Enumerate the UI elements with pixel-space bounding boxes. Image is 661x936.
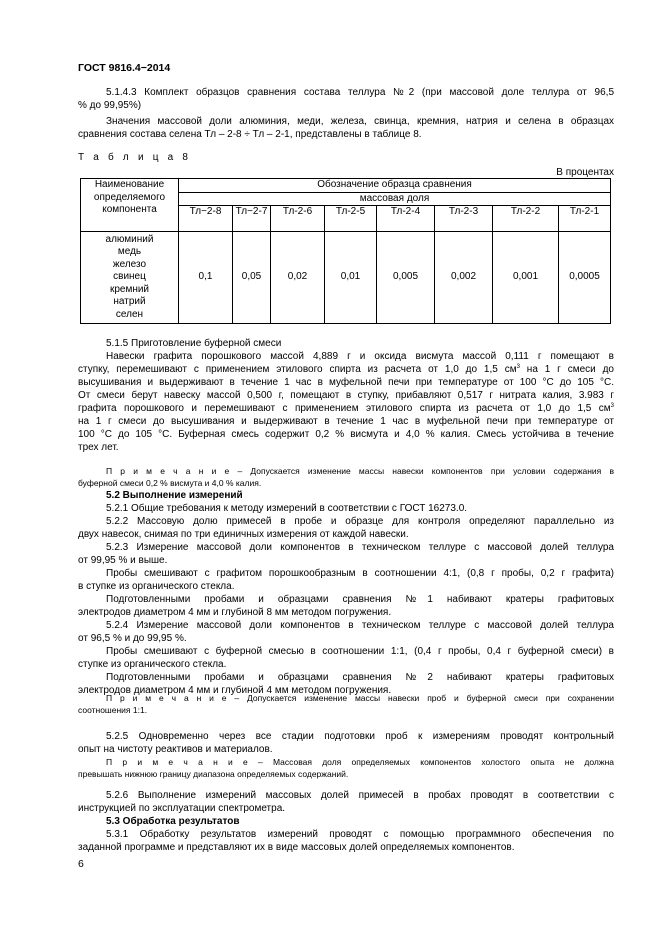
value-cell: 0,02 bbox=[271, 232, 325, 324]
table-unit: В процентах bbox=[556, 167, 614, 178]
note-buffer-mixture bbox=[78, 465, 614, 489]
text-line: опыт на чистоту реактивов и материалов. bbox=[78, 744, 273, 755]
page-number: 6 bbox=[78, 858, 84, 870]
section-5-2 bbox=[78, 489, 614, 697]
text-line: 5.1.4.3 Комплект образцов сравнения состава теллура №2 (при массовой доле теллура от 96,5 bbox=[106, 87, 614, 98]
component-name: железо bbox=[112, 258, 147, 270]
header-sample-designation: Обозначение образца сравнения bbox=[179, 179, 611, 193]
text-line: % до 99,95%) bbox=[78, 100, 142, 111]
text-line: заданной программе и представляют их в виде массовых долей определяемых компонентов. bbox=[78, 842, 515, 853]
text-line: в ступке из органического стекла. bbox=[78, 581, 235, 592]
value-cell: 0,1 bbox=[179, 232, 233, 324]
section-5-3 bbox=[78, 815, 614, 854]
text-line: ступку, перемешивают с применением этилового спирта из расчета от 1,0 до 1,5 $см^3$ на 1 г смеси до bbox=[78, 364, 614, 375]
table-caption: Т а б л и ц а 8 bbox=[78, 152, 192, 163]
note-5-2-4 bbox=[78, 692, 614, 716]
section-5-1-4-3 bbox=[78, 86, 614, 112]
section-title: 5.1.5 Приготовление буферной смеси bbox=[106, 338, 282, 349]
text-line: 100 °С до 105 °С. Буферная смесь содержит 0,2 % висмута и 4,0 % калия. Смесь устойчива в течение bbox=[78, 429, 614, 440]
section-title: 5.2 Выполнение измерений bbox=[106, 490, 243, 501]
text-line: сравнения состава селена Тл – 2-8 ÷ Тл – 2-1, представлены в таблице 8. bbox=[78, 129, 422, 140]
text-line: 5.2.3 Измерение массовой доли компонентов в техническом теллуре с массовой долей теллура bbox=[106, 542, 614, 553]
note-line: П р и м е ч а н и е – Массовая доля определяемых компонентов холостого опыта не должна bbox=[106, 757, 614, 767]
text-line: Навески графита порошкового массой 4,889 г и оксида висмута массой 0,111 г помещают в bbox=[106, 351, 614, 362]
text-line: 5.2.1 Общие требования к методу измерений в соответствии с ГОСТ 16273.0. bbox=[106, 503, 468, 514]
text-line: Пробы смешивают с буферной смесью в соотношении 1:1, (0,4 г пробы, 0,4 г буферной смеси) в bbox=[106, 646, 614, 657]
text-line: графита порошкового и перемешивают с применением этилового спирта из расчета от 1,0 до 1,5 $см^3$ bbox=[78, 403, 614, 414]
value-cell: 0,005 bbox=[377, 232, 435, 324]
text-line: от 99,95 % и выше. bbox=[78, 555, 168, 566]
value-cell: 0,0005 bbox=[559, 232, 611, 324]
column-header: Тл−2-7 bbox=[233, 206, 271, 232]
text-line: 5.2.5 Одновременно через все стадии подготовки проб к измерениям проводят контрольный bbox=[106, 731, 614, 742]
text-line: Подготовленными пробами и образцами сравнения №2 набивают кратеры графитовых bbox=[106, 672, 614, 683]
section-5-2-6 bbox=[78, 789, 614, 815]
value-cell: 0,001 bbox=[493, 232, 559, 324]
column-header: Тл-2-6 bbox=[271, 206, 325, 232]
text-line: от 96,5 % и до 99,95 %. bbox=[78, 633, 187, 644]
text-line: От смеси берут навеску массой 0,500 г, помещают в ступку, прибавляют 0,517 г нитрата калия, 3.983 г bbox=[78, 390, 614, 401]
column-header: Тл-2-5 bbox=[325, 206, 377, 232]
header-mass-fraction: массовая доля bbox=[179, 192, 611, 206]
value-cell: 0,002 bbox=[435, 232, 493, 324]
note-line: превышать нижнюю границу диапазона определяемых содержаний. bbox=[78, 769, 349, 779]
component-name: свинец bbox=[113, 271, 146, 283]
table8-intro bbox=[78, 115, 614, 141]
component-name: медь bbox=[117, 246, 142, 258]
note-line: П р и м е ч а н и е – Допускается изменение массы навески компонентов при условии содержания в bbox=[106, 466, 614, 476]
table-8 bbox=[80, 178, 611, 324]
section-5-2-5 bbox=[78, 730, 614, 756]
text-line: Значения массовой доли алюминия, меди, железа, свинца, кремния, натрия и селена в образцах bbox=[106, 116, 614, 127]
text-line: 5.2.4 Измерение массовой доли компонентов в техническом теллуре с массовой долей теллура bbox=[106, 620, 614, 631]
component-name: натрий bbox=[113, 296, 146, 308]
text-line: Пробы смешивают с графитом порошкообразным в соотношении 4:1, (0,8 г пробы, 0,2 г графита) bbox=[106, 568, 614, 579]
text-line: 5.2.6 Выполнение измерений массовых долей примесей в пробах проводят в соответствии с bbox=[106, 790, 614, 801]
text-line: Подготовленными пробами и образцами сравнения №1 набивают кратеры графитовых bbox=[106, 594, 614, 605]
column-header: Тл−2-8 bbox=[179, 206, 233, 232]
text-line: 5.3.1 Обработку результатов измерений проводят с помощью программного обеспечения по bbox=[106, 829, 614, 840]
value-cell: 0,05 bbox=[233, 232, 271, 324]
text-line: электродов диаметром 4 мм и глубиной 8 мм методом погружения. bbox=[78, 607, 392, 618]
note-5-2-5 bbox=[78, 756, 614, 780]
text-line: на 1 г смеси до высушивания и выдерживают в течение 1 час в муфельной печи при температуре от bbox=[78, 416, 614, 427]
value-cell: 0,01 bbox=[325, 232, 377, 324]
text-line: высушивания и выдерживают в течение 1 час в муфельной печи при температуре от 100 °С до 105 °С. bbox=[78, 377, 614, 388]
section-5-1-5 bbox=[78, 337, 614, 454]
text-line: двух навесок, снимая по три единичных измерения от каждой навески. bbox=[78, 529, 409, 540]
text-line: 5.2.2 Массовую долю примесей в пробе и образце для контроля определяют параллельно из bbox=[106, 516, 614, 527]
document-id-header: ГОСТ 9816.4−2014 bbox=[78, 62, 171, 74]
text-line: электродов диаметром 4 мм и глубиной 4 мм методом погружения. bbox=[78, 685, 392, 696]
text-line: ступке из органического стекла. bbox=[78, 659, 227, 670]
text-line: инструкцией по эксплуатации спектрометра. bbox=[78, 803, 286, 814]
column-header: Тл-2-1 bbox=[559, 206, 611, 232]
section-title: 5.3 Обработка результатов bbox=[106, 816, 240, 827]
component-name: селен bbox=[115, 308, 144, 320]
note-line: буферной смеси 0,2 % висмута и 4,0 % калия. bbox=[78, 478, 262, 488]
component-list bbox=[81, 232, 179, 324]
column-header: Тл-2-4 bbox=[377, 206, 435, 232]
component-name: алюминий bbox=[105, 233, 154, 245]
column-header: Тл-2-3 bbox=[435, 206, 493, 232]
text-line: трех лет. bbox=[78, 442, 119, 453]
component-name: кремний bbox=[109, 283, 150, 295]
note-line: П р и м е ч а н и е – Допускается изменение массы навески проб и буферной смеси при сохранении bbox=[106, 693, 614, 703]
column-header: Тл-2-2 bbox=[493, 206, 559, 232]
note-line: соотношения 1:1. bbox=[78, 705, 148, 715]
header-component-name: Наименование определяемого компонента bbox=[81, 179, 179, 232]
